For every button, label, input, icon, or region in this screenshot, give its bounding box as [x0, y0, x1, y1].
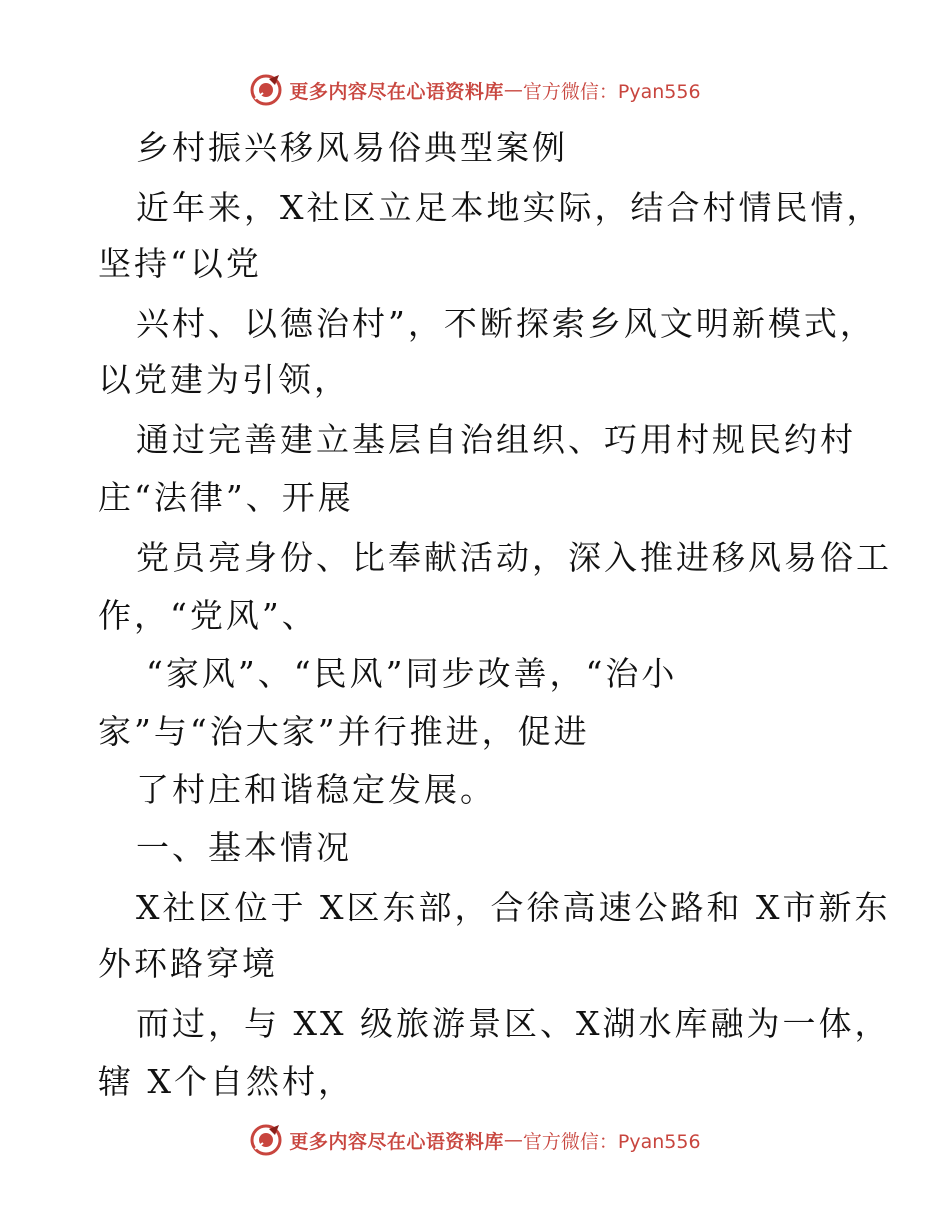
paragraph-line: 以党建为引领， — [98, 360, 350, 399]
header-wechat: 官方微信：Pyan556 — [522, 80, 701, 103]
paragraph-line: “家风”、“民风”同步改善，“治小 — [146, 654, 678, 693]
paragraph-line: 而过，与 XX 级旅游景区、X湖水库融为一体， — [136, 1004, 891, 1043]
header-banner — [0, 68, 950, 112]
header-separator: — — [503, 79, 523, 101]
logo-icon — [249, 73, 283, 107]
section-heading: 一、基本情况 — [136, 828, 352, 867]
paragraph-line: 了村庄和谐稳定发展。 — [136, 770, 496, 809]
paragraph-line: 兴村、以德治村”，不断探索乡风文明新模式， — [136, 304, 876, 343]
logo-icon — [249, 1123, 283, 1157]
document-title: 乡村振兴移风易俗典型案例 — [136, 128, 568, 167]
footer-wechat: 官方微信：Pyan556 — [522, 1130, 701, 1153]
paragraph-line: 庄“法律”、开展 — [98, 478, 354, 517]
footer-separator: — — [503, 1129, 523, 1151]
paragraph-line: 辖 X个自然村， — [98, 1062, 354, 1101]
paragraph-line: 党员亮身份、比奉献活动，深入推进移风易俗工 — [136, 538, 892, 577]
footer-banner — [0, 1118, 950, 1162]
paragraph-line: 外环路穿境 — [98, 944, 278, 983]
header-brand: 更多内容尽在心语资料库 — [289, 80, 504, 103]
footer-brand: 更多内容尽在心语资料库 — [289, 1130, 504, 1153]
paragraph-line: 通过完善建立基层自治组织、巧用村规民约村 — [136, 420, 856, 459]
paragraph-line: X社区位于 X区东部，合徐高速公路和 X市新东 — [136, 888, 891, 927]
paragraph-line: 近年来，X社区立足本地实际，结合村情民情， — [136, 188, 883, 227]
paragraph-line: 家”与“治大家”并行推进，促进 — [98, 712, 590, 751]
paragraph-line: 作，“党风”、 — [98, 596, 318, 635]
paragraph-line: 坚持“以党 — [98, 244, 262, 283]
